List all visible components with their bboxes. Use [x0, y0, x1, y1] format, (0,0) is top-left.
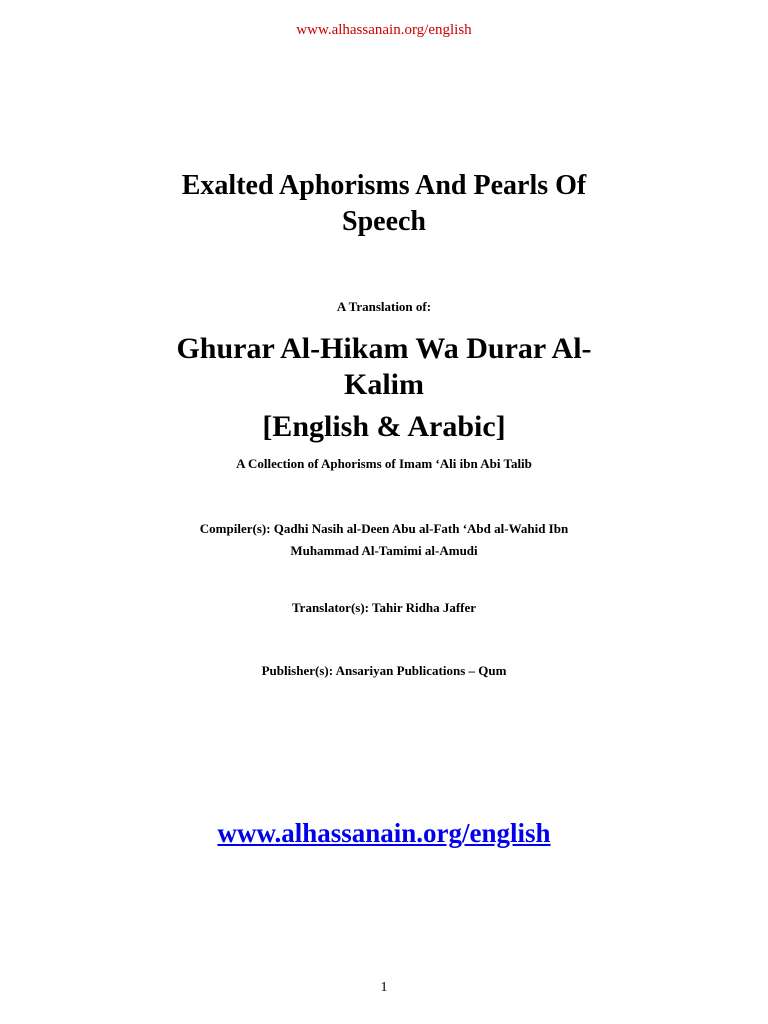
document-title-line-1: Exalted Aphorisms And Pearls Of [181, 170, 587, 201]
website-link[interactable]: www.alhassanain.org/english [217, 818, 551, 848]
compiler-line-2: Muhammad Al-Tamimi al-Amudi [290, 543, 478, 558]
page-number: 1 [380, 980, 388, 995]
document-title-line-2: Speech [342, 206, 426, 237]
compiler-credit [0, 518, 768, 562]
collection-note: A Collection of Aphorisms of Imam ‘Ali ibn Abi Talib [236, 456, 532, 471]
book-title [0, 331, 768, 403]
header-url: www.alhassanain.org/english [296, 22, 472, 38]
document-title [0, 168, 768, 240]
language-note: [English & Arabic] [262, 410, 506, 443]
publisher-credit: Publisher(s): Ansariyan Publications – Qum [261, 663, 507, 678]
translation-label: A Translation of: [336, 299, 432, 314]
translator-credit: Translator(s): Tahir Ridha Jaffer [291, 600, 477, 615]
compiler-line-1: Compiler(s): Qadhi Nasih al-Deen Abu al-Fath ‘Abd al-Wahid Ibn [199, 521, 569, 536]
book-title-line-2: Kalim [344, 368, 424, 401]
book-title-line-1: Ghurar Al-Hikam Wa Durar Al- [176, 332, 592, 365]
